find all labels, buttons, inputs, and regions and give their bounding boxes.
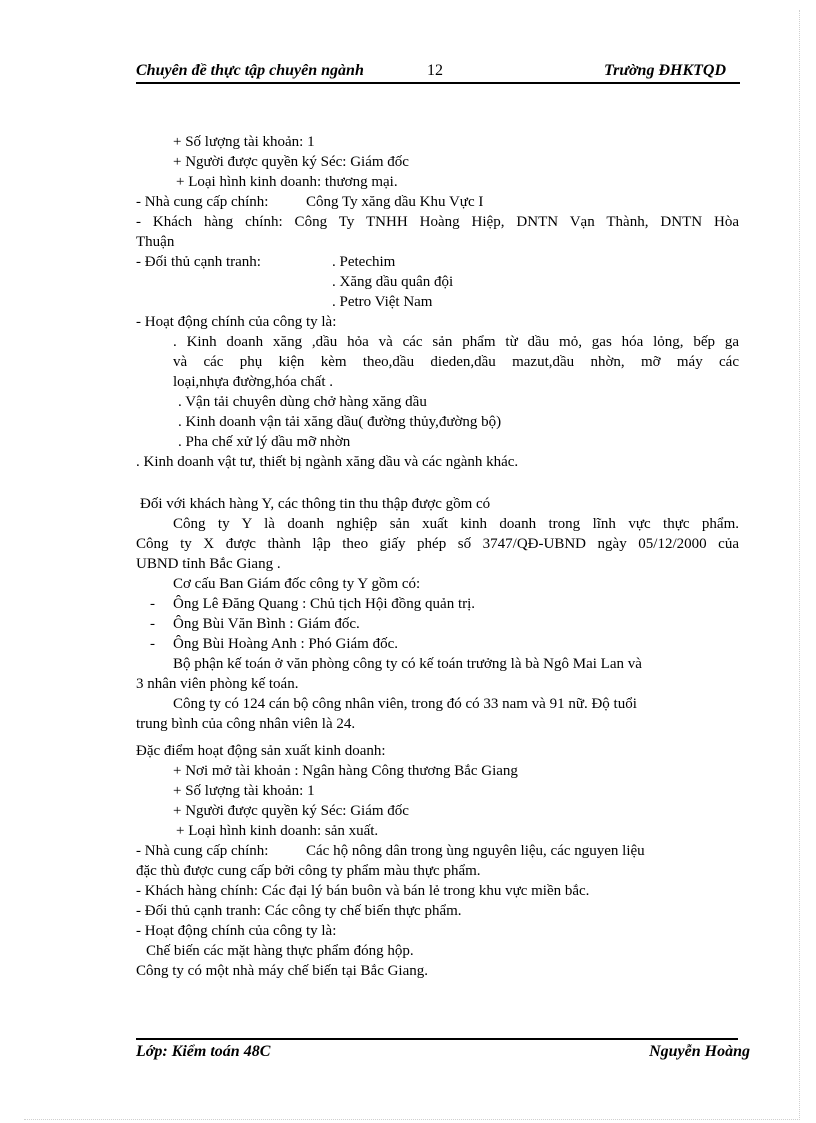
text-line: . Kinh doanh vận tải xăng dầu( đường thủy,đường bộ)	[178, 414, 502, 430]
text-line: Công ty X được thành lập theo giấy phép số 3747/QĐ-UBND ngày 05/12/2000 của	[136, 536, 739, 552]
text-line: . Petro Việt Nam	[332, 294, 433, 310]
page-header	[136, 58, 740, 84]
text-line: - Đối thủ cạnh tranh: Các công ty chế biến thực phẩm.	[136, 903, 462, 919]
text-line: - Nhà cung cấp chính:	[136, 843, 269, 859]
text-line: UBND tỉnh Bắc Giang .	[136, 556, 281, 572]
text-line: + Người được quyền ký Séc: Giám đốc	[173, 803, 409, 819]
text-line: . Kinh doanh xăng ,dầu hỏa và các sản phẩm từ dầu mỏ, gas hóa lỏng, bếp ga	[173, 334, 739, 350]
text-line: Các hộ nông dân trong ùng nguyên liệu, các nguyen liệu	[306, 843, 645, 859]
footer-class: Lớp: Kiểm toán 48C	[136, 1043, 271, 1060]
text-line: Bộ phận kế toán ở văn phòng công ty có kế toán trưởng là bà Ngô Mai Lan và	[173, 656, 642, 672]
text-line: 3 nhân viên phòng kế toán.	[136, 676, 299, 692]
text-line: và các phụ kiện kèm theo,dầu dieden,dầu mazut,dầu nhờn, mỡ máy các	[173, 354, 739, 370]
text-line: - Nhà cung cấp chính:	[136, 194, 269, 210]
text-line: loại,nhựa đường,hóa chất .	[173, 374, 333, 390]
text-line: + Số lượng tài khoản: 1	[173, 783, 315, 799]
section-heading: Đối với khách hàng Y, các thông tin thu thập được gồm có	[140, 496, 491, 512]
header-title: Chuyên đề thực tập chuyên ngành	[136, 62, 364, 79]
page-number: 12	[427, 62, 443, 79]
text-line: Công ty có một nhà máy chế biến tại Bắc Giang.	[136, 963, 429, 979]
list-bullet: -	[150, 616, 155, 632]
text-line: . Xăng dầu quân đội	[332, 274, 454, 290]
list-bullet: -	[150, 596, 155, 612]
text-line: Cơ cấu Ban Giám đốc công ty Y gồm có:	[173, 576, 421, 592]
list-item: Ông Bùi Văn Bình : Giám đốc.	[173, 616, 360, 632]
text-line: . Petechim	[332, 254, 396, 270]
page-footer	[136, 1043, 750, 1065]
text-line: + Số lượng tài khoản: 1	[173, 134, 315, 150]
list-item: Ông Lê Đăng Quang : Chủ tịch Hội đồng quản trị.	[173, 596, 476, 612]
text-line: - Hoạt động chính của công ty là:	[136, 314, 337, 330]
text-line: - Khách hàng chính: Các đại lý bán buôn và bán lẻ trong khu vực miền bắc.	[136, 883, 590, 899]
section-heading: Đặc điểm hoạt động sản xuất kinh doanh:	[136, 743, 386, 759]
text-line: trung bình của công nhân viên là 24.	[136, 716, 356, 732]
footer-rule	[136, 1038, 738, 1040]
text-line: + Loại hình kinh doanh: sản xuất.	[176, 823, 379, 839]
text-line: Công Ty xăng dầu Khu Vực I	[306, 194, 484, 210]
text-line: đặc thù được cung cấp bởi công ty phẩm màu thực phẩm.	[136, 863, 481, 879]
text-line: + Người được quyền ký Séc: Giám đốc	[173, 154, 409, 170]
text-line: Công ty Y là doanh nghiệp sản xuất kinh doanh trong lĩnh vực thực phẩm.	[173, 516, 739, 532]
text-line: . Vận tải chuyên dùng chở hàng xăng dầu	[178, 394, 427, 410]
text-line: . Pha chế xử lý dầu mỡ nhờn	[178, 434, 351, 450]
list-item: Ông Bùi Hoàng Anh : Phó Giám đốc.	[173, 636, 398, 652]
text-line: + Nơi mở tài khoản : Ngân hàng Công thương Bắc Giang	[173, 763, 518, 779]
text-line: . Kinh doanh vật tư, thiết bị ngành xăng dầu và các ngành khác.	[136, 454, 519, 470]
text-line: - Khách hàng chính: Công Ty TNHH Hoàng Hiệp, DNTN Vạn Thành, DNTN Hòa	[136, 214, 739, 230]
text-line: - Hoạt động chính của công ty là:	[136, 923, 337, 939]
footer-author: Nguyễn Hoàng	[649, 1043, 750, 1060]
list-bullet: -	[150, 636, 155, 652]
text-line: Thuận	[136, 234, 175, 250]
header-school: Trường ĐHKTQD	[603, 62, 726, 79]
text-line: - Đối thủ cạnh tranh:	[136, 254, 261, 270]
text-line: + Loại hình kinh doanh: thương mại.	[176, 174, 398, 190]
text-line: Chế biến các mặt hàng thực phẩm đóng hộp.	[146, 943, 414, 959]
text-line: Công ty có 124 cán bộ công nhân viên, trong đó có 33 nam và 91 nữ. Độ tuổi	[173, 696, 637, 712]
